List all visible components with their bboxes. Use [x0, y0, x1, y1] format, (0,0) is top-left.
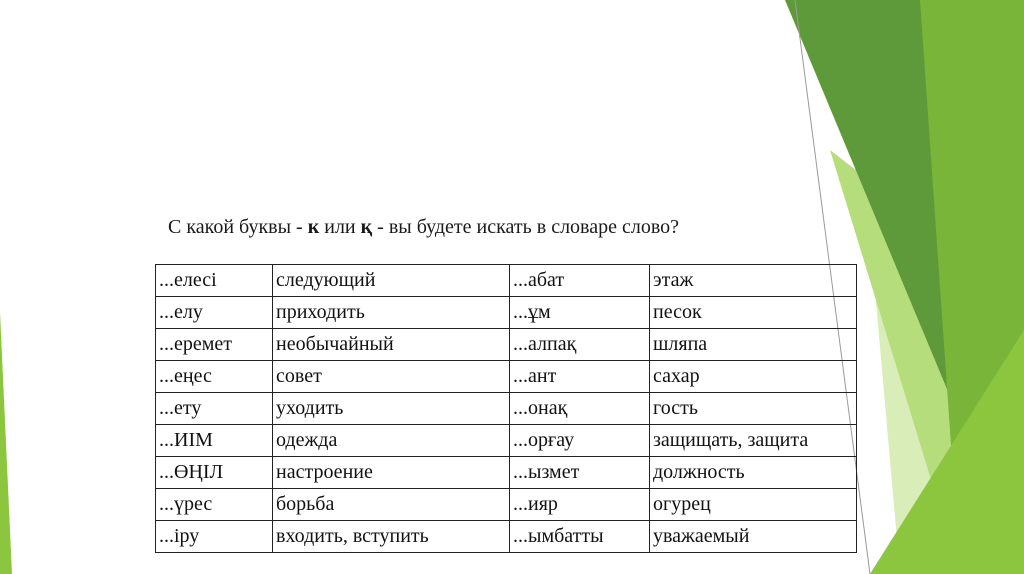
kazakh-word-cell: ...ету [156, 393, 273, 425]
left-green-strip [0, 312, 12, 574]
question-letter-q: қ [360, 216, 373, 238]
table-row [156, 265, 857, 297]
kazakh-word-cell: ...ұм [510, 297, 650, 329]
kazakh-word-cell: ...елу [156, 297, 273, 329]
translation-cell: защищать, защита [650, 425, 857, 457]
table-row [156, 361, 857, 393]
translation-cell: необычайный [273, 329, 510, 361]
translation-cell: этаж [650, 265, 857, 297]
kazakh-word-cell: ...онақ [510, 393, 650, 425]
vocabulary-table-body [156, 265, 857, 553]
kazakh-word-cell: ...үрес [156, 489, 273, 521]
kazakh-word-cell: ...еңес [156, 361, 273, 393]
table-row [156, 393, 857, 425]
kazakh-word-cell: ...еремет [156, 329, 273, 361]
translation-cell: гость [650, 393, 857, 425]
question-part-1: С какой буквы - [168, 216, 308, 238]
translation-cell: песок [650, 297, 857, 329]
kazakh-word-cell: ...ант [510, 361, 650, 393]
table-row [156, 457, 857, 489]
translation-cell: совет [273, 361, 510, 393]
translation-cell: приходить [273, 297, 510, 329]
kazakh-word-cell: ...ӨҢІЛ [156, 457, 273, 489]
kazakh-word-cell: ...іру [156, 521, 273, 553]
table-row [156, 425, 857, 457]
table-row [156, 297, 857, 329]
translation-cell: борьба [273, 489, 510, 521]
question-text [168, 216, 848, 239]
kazakh-word-cell: ...абат [510, 265, 650, 297]
table-row [156, 329, 857, 361]
translation-cell: шляпа [650, 329, 857, 361]
question-letter-k: к [307, 216, 320, 238]
kazakh-word-cell: ...ИІМ [156, 425, 273, 457]
translation-cell: огурец [650, 489, 857, 521]
translation-cell: сахар [650, 361, 857, 393]
translation-cell: следующий [273, 265, 510, 297]
kazakh-word-cell: ...ияр [510, 489, 650, 521]
translation-cell: входить, вступить [273, 521, 510, 553]
kazakh-word-cell: ...елесі [156, 265, 273, 297]
table-row [156, 521, 857, 553]
question-part-2: или [319, 216, 361, 238]
translation-cell: должность [650, 457, 857, 489]
kazakh-word-cell: ...ымбатты [510, 521, 650, 553]
translation-cell: настроение [273, 457, 510, 489]
translation-cell: уходить [273, 393, 510, 425]
kazakh-word-cell: ...ызмет [510, 457, 650, 489]
translation-cell: уважаемый [650, 521, 857, 553]
vocabulary-table [155, 264, 857, 553]
translation-cell: одежда [273, 425, 510, 457]
kazakh-word-cell: ...орғау [510, 425, 650, 457]
question-part-3: - вы будете искать в словаре слово? [372, 216, 680, 238]
table-row [156, 489, 857, 521]
kazakh-word-cell: ...алпақ [510, 329, 650, 361]
